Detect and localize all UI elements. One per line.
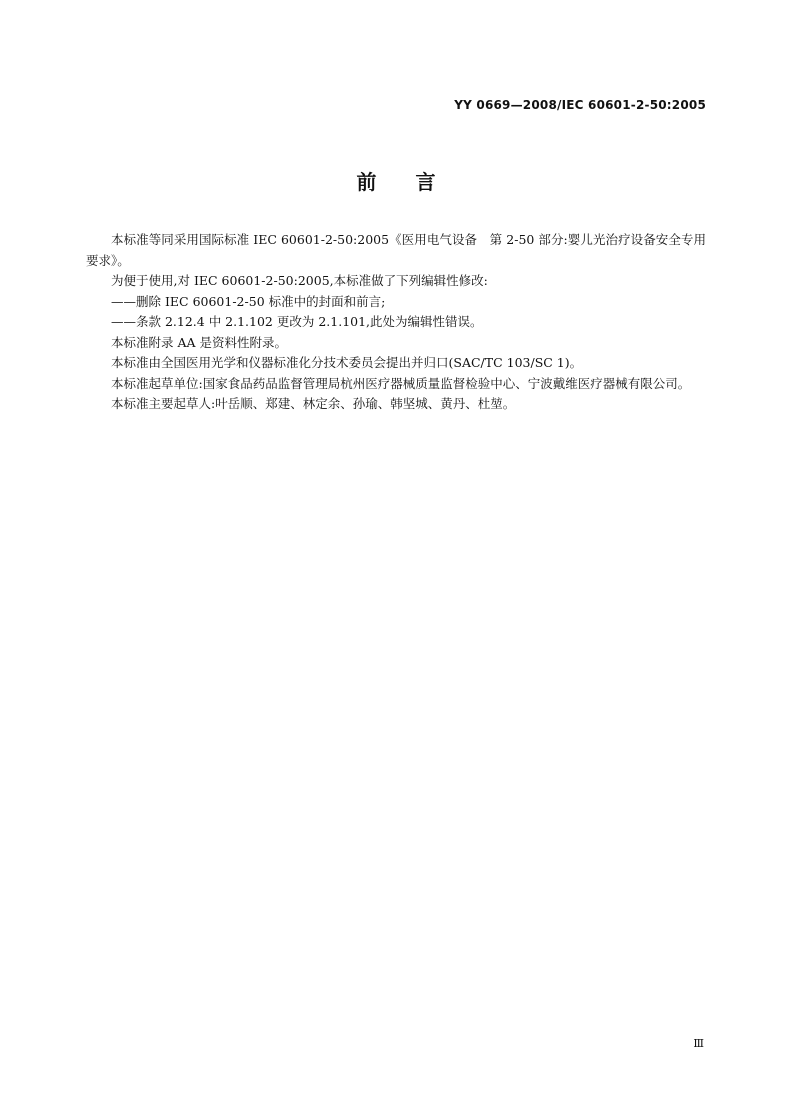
title-char-2: 言 <box>415 170 436 194</box>
paragraph-edit-item-1: ——删除 IEC 60601-2-50 标准中的封面和前言; <box>111 293 386 309</box>
paragraph-drafters: 本标准主要起草人:叶岳顺、郑建、林定余、孙瑜、韩坚城、黄丹、杜堃。 <box>111 396 516 411</box>
paragraph-annex: 本标准附录 AA 是资料性附录。 <box>111 334 288 350</box>
foreword-body <box>86 230 706 415</box>
paragraph-editorial-intro: 为便于使用,对 IEC 60601-2-50:2005,本标准做了下列编辑性修改: <box>111 273 488 288</box>
page-title <box>0 166 792 195</box>
page-number: Ⅲ <box>693 1037 704 1050</box>
paragraph-edit-item-2: ——条款 2.12.4 中 2.1.102 更改为 2.1.101,此处为编辑性错误。 <box>111 314 483 329</box>
paragraph-adoption: 本标准等同采用国际标准 IEC 60601-2-50:2005《医用电气设备 第 2-50 部分:婴儿光治疗设备安全专用要求》。 <box>86 232 706 268</box>
paragraph-proposer: 本标准由全国医用光学和仪器标准化分技术委员会提出并归口(SAC/TC 103/SC 1)。 <box>111 355 583 370</box>
paragraph-drafting-units: 本标准起草单位:国家食品药品监督管理局杭州医疗器械质量监督检验中心、宁波戴维医疗器械有限公司。 <box>111 375 691 391</box>
standard-code-header: YY 0669—2008/IEC 60601-2-50:2005 <box>454 98 706 112</box>
title-char-1: 前 <box>356 170 377 194</box>
